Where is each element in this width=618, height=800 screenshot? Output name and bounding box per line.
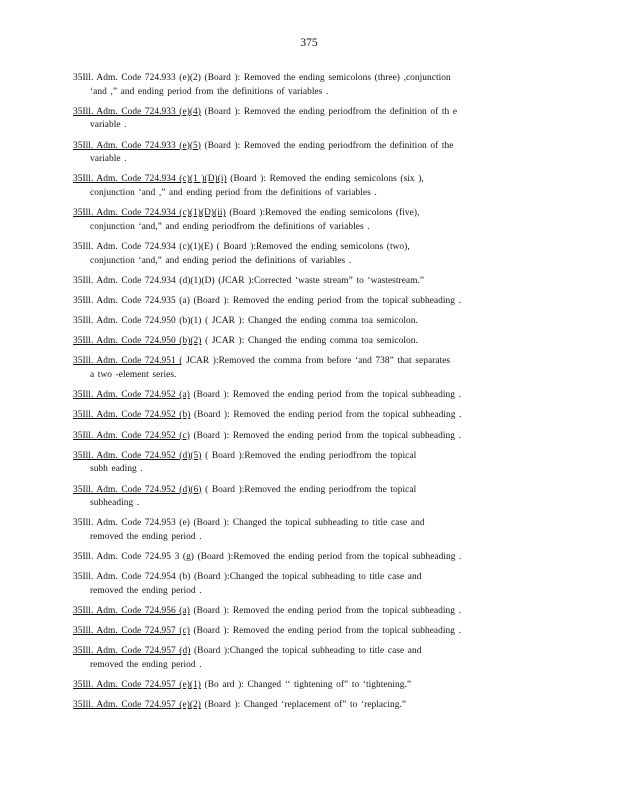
entry-citation: 35Ill. Adm. Code 724.934 (c)(1)(E): [73, 241, 214, 252]
entry-description: ( Board ):Removed the ending periodfrom the topical: [201, 484, 417, 495]
entry-description: (Board ):Changed the topical subheading to title case and: [190, 646, 422, 657]
list-item: [73, 72, 551, 99]
list-item: [73, 551, 551, 565]
entry-citation: 35Ill. Adm. Code 724.956 (a): [73, 606, 190, 617]
entry-citation: 35Ill. Adm. Code 724.950 (b)(2): [73, 336, 202, 347]
entry-description: (Board ):Changed the topical subheading to title case and: [190, 572, 422, 583]
entry-citation: 35Ill. Adm. Code 724.952 (a): [73, 390, 190, 401]
entry-description-continued: ‘and ,” and ending period from the definitions of variables .: [90, 86, 329, 97]
entry-description: (Board ): Removed the ending periodfrom the definition of th e: [200, 106, 458, 117]
entry-description-continued: variable .: [90, 120, 127, 131]
entry-description: (Board ): Changed ‘replacement of” to ‘replacing.”: [200, 700, 407, 711]
entry-citation: 35Ill. Adm. Code 724.933 (e)(2): [73, 73, 201, 83]
entry-description-continued: subheading .: [90, 498, 140, 509]
list-item: [73, 207, 551, 234]
entry-description-continued: conjunction ‘and ,” and ending period from the definitions of variables .: [90, 187, 377, 198]
entry-citation: 35Ill. Adm. Code 724.933 (e)(4): [73, 106, 201, 117]
entry-description: JCAR ):Removed the comma from before ‘and 738” that separates: [182, 356, 451, 367]
entry-description-continued: removed the ending period .: [90, 531, 202, 542]
entry-description: (Bo ard ): Changed ‘‘ tightening of” to ‘tightening.”: [200, 680, 412, 691]
entry-description-continued: removed the ending period .: [90, 585, 202, 596]
entry-description: ( JCAR ): Changed the ending comma toa semicolon.: [201, 316, 418, 327]
entry-citation: 35Ill. Adm. Code 724.952 (d)(5): [73, 450, 202, 461]
entry-citation: 35Ill. Adm. Code 724.952 (b): [73, 410, 191, 421]
entry-description: (Board ): Removed the ending period from the topical subheading .: [189, 626, 461, 637]
list-item: [73, 295, 551, 309]
entry-citation: 35Ill. Adm. Code 724.957 (e)(2): [73, 700, 201, 711]
list-item: [73, 409, 551, 423]
entry-description-continued: a two -element series.: [90, 370, 177, 381]
list-item: [73, 517, 551, 544]
entry-description: (Board ): Removed the ending period from the topical subheading .: [189, 606, 461, 617]
entry-citation: 35Ill. Adm. Code 724.957 (d): [73, 646, 191, 657]
entry-description: (Board ): Removed the ending period from the topical subheading .: [190, 410, 462, 421]
entry-description: (Board ):Removed the ending semicolons (five),: [225, 208, 420, 219]
list-item: [73, 106, 551, 133]
entry-description: (JCAR ):Corrected ‘waste stream” to ‘wastestream.”: [214, 275, 425, 286]
entry-citation: 35Ill. Adm. Code 724.934 (c)(1)(D)(ii): [73, 208, 226, 219]
entry-description: (Board ): Removed the ending period from the topical subheading .: [189, 430, 461, 441]
entry-description: ( Board ):Removed the ending semicolons (two),: [213, 241, 410, 252]
list-item: [73, 335, 551, 349]
entry-description: (Board ): Removed the ending semicolons (six ),: [226, 174, 424, 185]
entry-citation: 35Ill. Adm. Code 724.934 (c)(1 )(D)(i): [73, 174, 227, 185]
list-item: [73, 430, 551, 444]
list-item: [73, 699, 551, 713]
entry-citation: 35Ill. Adm. Code 724.957 (e)(1): [73, 680, 201, 691]
entry-description-continued: variable .: [90, 154, 127, 165]
entry-description: (Board ): Removed the ending period from the topical subheading .: [189, 390, 461, 401]
list-item: [73, 605, 551, 619]
entry-citation: 35Ill. Adm. Code 724.95 3 (g): [73, 552, 194, 563]
page-number: 375: [300, 37, 318, 49]
entry-description: ( Board ):Removed the ending periodfrom the topical: [201, 450, 417, 461]
entry-citation: 35Ill. Adm. Code 724.934 (d)(1)(D): [73, 275, 215, 286]
entry-citation: 35Ill. Adm. Code 724.950 (b)(1): [73, 316, 202, 327]
list-item: [73, 140, 551, 167]
entry-description: (Board ): Removed the ending semicolons (three) ,conjunction: [200, 73, 451, 83]
list-item: [73, 241, 551, 268]
entry-list: [73, 72, 551, 713]
entry-description: (Board ):Removed the ending period from the topical subheading .: [193, 552, 462, 563]
list-item: [73, 275, 551, 289]
entry-description-continued: subh eading .: [90, 464, 143, 475]
list-item: [73, 315, 551, 329]
list-item: [73, 173, 551, 200]
entry-description: ( JCAR ): Changed the ending comma toa semicolon.: [201, 336, 418, 347]
list-item: [73, 450, 551, 477]
list-item: [73, 679, 551, 693]
list-item: [73, 484, 551, 511]
list-item: [73, 571, 551, 598]
entry-citation: 35Ill. Adm. Code 724.952 (d)(6): [73, 484, 202, 495]
list-item: [73, 645, 551, 672]
entry-description-continued: conjunction ‘and,” and ending period the definitions of variables .: [90, 255, 352, 266]
entry-citation: 35Ill. Adm. Code 724.952 (c): [73, 430, 190, 441]
entry-citation: 35Ill. Adm. Code 724.953 (e): [73, 518, 190, 529]
entry-citation: 35Ill. Adm. Code 724.957 (c): [73, 626, 190, 637]
entry-citation: 35Ill. Adm. Code 724.951 (: [73, 356, 183, 367]
entry-description: (Board ): Changed the topical subheading to title case and: [189, 518, 425, 529]
entry-description: (Board ): Removed the ending periodfrom the definition of the: [200, 140, 454, 151]
entry-citation: 35Ill. Adm. Code 724.935 (a): [73, 295, 190, 306]
list-item: [73, 389, 551, 403]
entry-description-continued: conjunction ‘and,” and ending periodfrom the definitions of variables .: [90, 221, 370, 232]
list-item: [73, 625, 551, 639]
entry-description-continued: removed the ending period .: [90, 660, 202, 671]
list-item: [73, 355, 551, 382]
entry-citation: 35Ill. Adm. Code 724.954 (b): [73, 572, 191, 583]
entry-citation: 35Ill. Adm. Code 724.933 (e)(5): [73, 140, 201, 151]
entry-description: (Board ): Removed the ending period from the topical subheading .: [189, 295, 461, 306]
